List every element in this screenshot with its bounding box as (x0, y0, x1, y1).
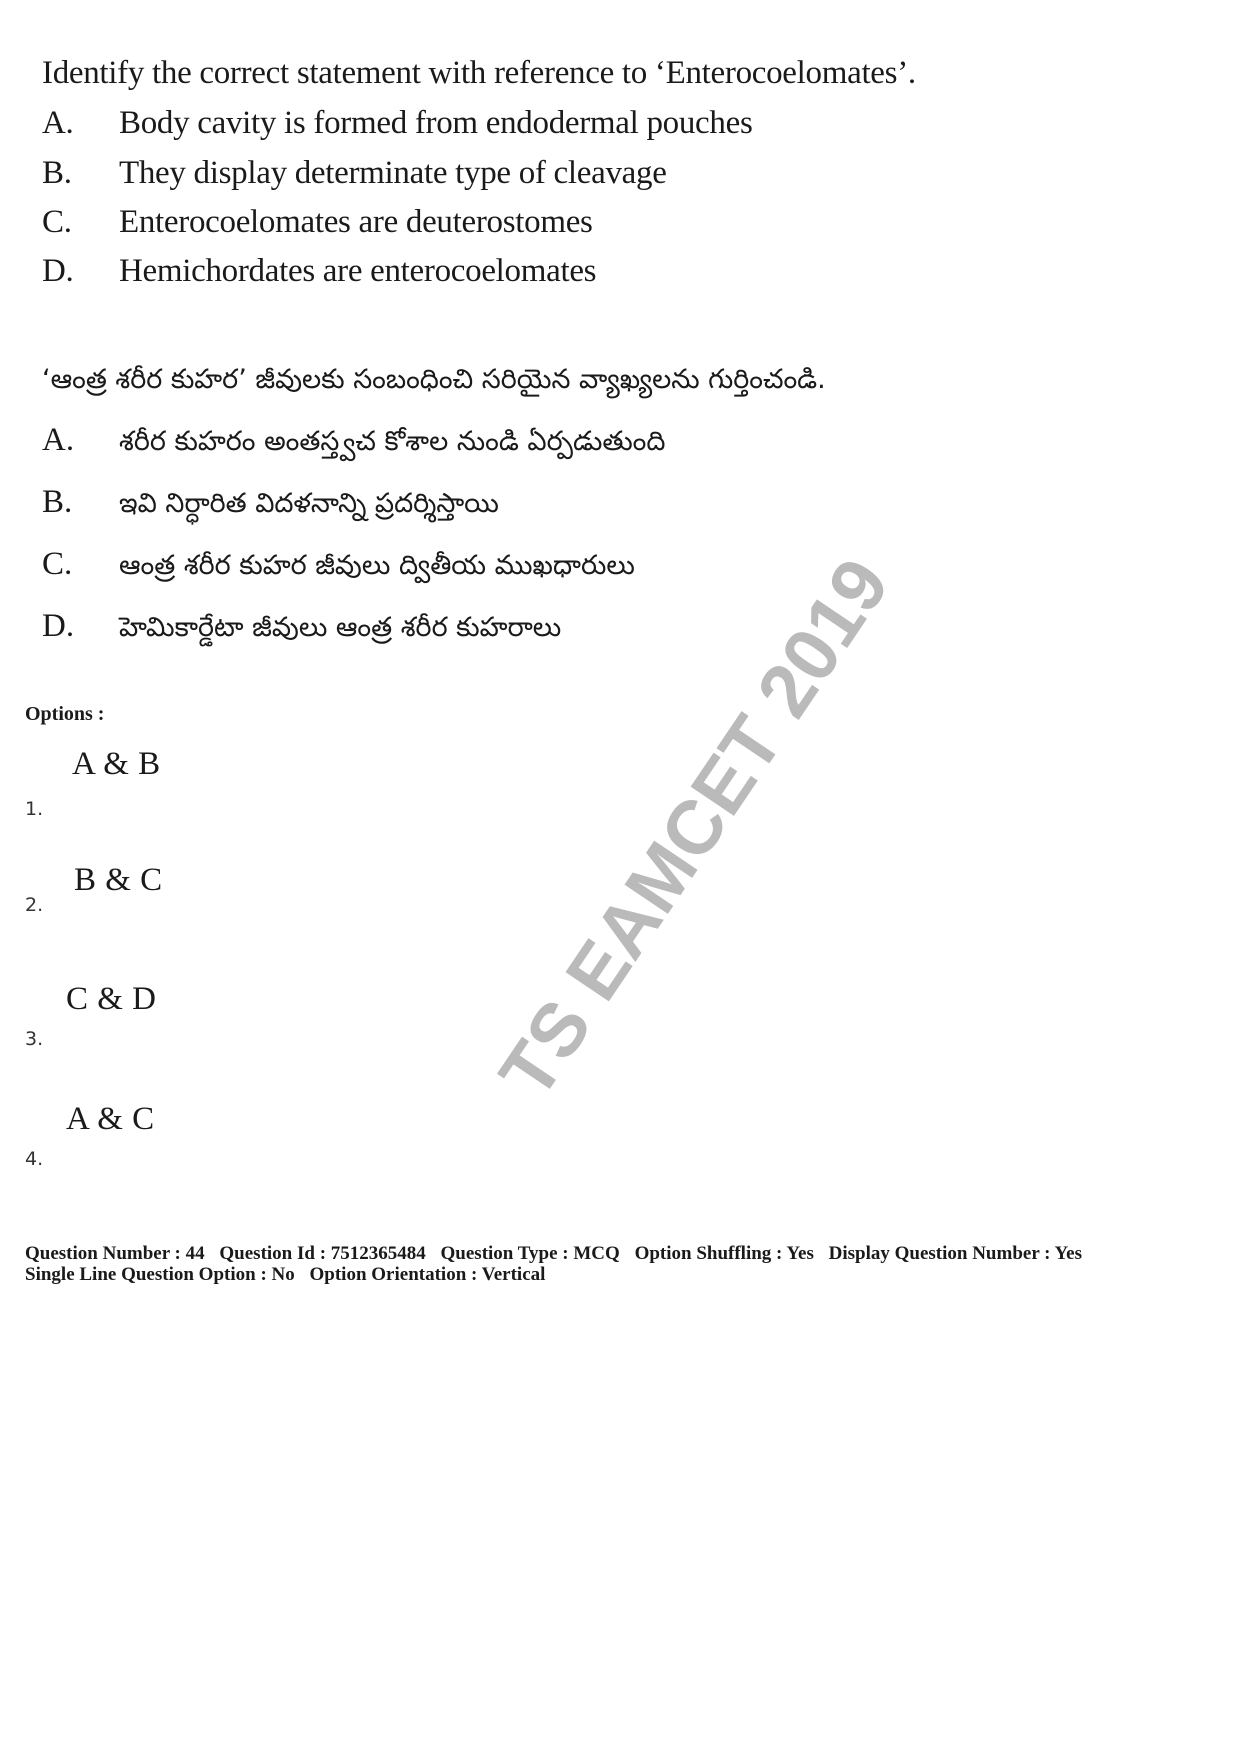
meta-question-id: Question Id : 7512365484 (219, 1243, 426, 1264)
statement-a-english (42, 98, 753, 148)
answer-choice-3[interactable] (0, 975, 400, 1075)
statement-letter: C. (42, 204, 72, 240)
meta-single-line-question-option: Single Line Question Option : No (25, 1264, 295, 1285)
statement-b-telugu (42, 477, 499, 529)
statement-letter: B. (42, 155, 72, 191)
meta-line-2 (25, 1264, 1225, 1285)
answer-choice-value: A & C (66, 1101, 155, 1137)
statement-text: హెమికార్డేటా జీవులు ఆంత్ర శరీర కుహరాలు (119, 612, 562, 643)
statement-a-telugu (42, 415, 665, 467)
answer-choice-value: C & D (66, 981, 157, 1017)
answer-choice-number: 2. (25, 894, 44, 916)
statement-text: ఇవి నిర్ధారిత విదళనాన్ని ప్రదర్శిస్తాయి (119, 488, 499, 519)
answer-choice-4[interactable] (0, 1095, 400, 1195)
statement-letter: C. (42, 546, 73, 582)
options-heading: Options : (25, 703, 105, 725)
statement-c-english (42, 197, 593, 247)
statement-letter: B. (42, 484, 73, 520)
statement-text: శరీర కుహరం అంతస్త్వచ కోశాల నుండి ఏర్పడుతుంది (119, 426, 666, 457)
meta-option-shuffling: Option Shuffling : Yes (634, 1243, 814, 1264)
question-meta (25, 1243, 1225, 1285)
answer-choice-1[interactable] (0, 740, 400, 840)
question-stem-english: Identify the correct statement with reference to ‘Enterocoelomates’. (42, 55, 916, 91)
meta-line-1 (25, 1243, 1225, 1264)
answer-choice-number: 3. (25, 1028, 44, 1050)
meta-question-number: Question Number : 44 (25, 1243, 205, 1264)
statement-text: They display determinate type of cleavage (119, 155, 667, 191)
meta-question-type: Question Type : MCQ (440, 1243, 620, 1264)
statement-b-english (42, 148, 667, 198)
statement-letter: D. (42, 608, 75, 644)
answer-choice-number: 1. (25, 798, 44, 820)
statement-c-telugu (42, 539, 635, 591)
statement-text: Body cavity is formed from endodermal pouches (119, 105, 753, 141)
question-stem-telugu: ‘ఆంత్ర శరీర కుహర’ జీవులకు సంబంధించి సరియైన వ్యాఖ్యలను గుర్తించండి. (42, 364, 826, 395)
statement-d-english (42, 246, 596, 296)
watermark: TS EAMCET 2019 (483, 543, 906, 1114)
statement-text: Hemichordates are enterocoelomates (119, 253, 597, 289)
statement-text: ఆంత్ర శరీర కుహర జీవులు ద్వితీయ ముఖధారులు (119, 550, 635, 581)
statement-letter: D. (42, 253, 74, 289)
meta-option-orientation: Option Orientation : Vertical (309, 1264, 546, 1285)
answer-choice-value: B & C (74, 862, 163, 898)
answer-choice-value: A & B (72, 746, 161, 782)
answer-choice-number: 4. (25, 1148, 44, 1170)
statement-letter: A. (42, 422, 75, 458)
meta-display-question-number: Display Question Number : Yes (828, 1243, 1082, 1264)
statement-d-telugu (42, 601, 561, 653)
statement-letter: A. (42, 105, 74, 141)
answer-choice-2[interactable] (0, 858, 400, 958)
statement-text: Enterocoelomates are deuterostomes (119, 204, 593, 240)
